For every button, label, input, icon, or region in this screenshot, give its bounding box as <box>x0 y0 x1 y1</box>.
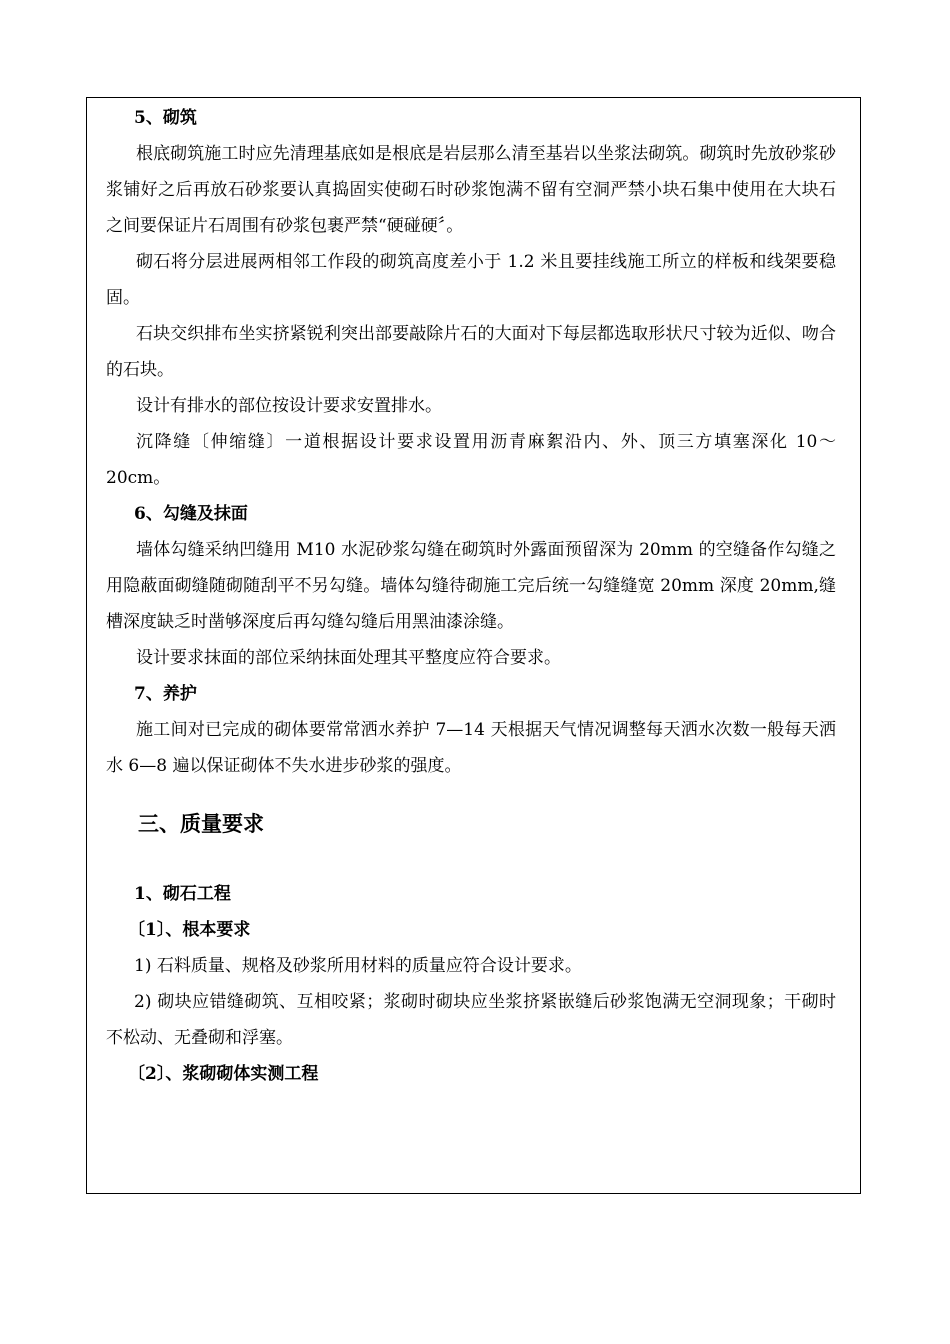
section-6-paragraph: 墙体勾缝采纳凹缝用 M10 水泥砂浆勾缝在砌筑时外露面预留深为 20mm 的空缝备作勾缝之用隐蔽面砌缝随砌随刮平不另勾缝。墙体勾缝待砌施工完后统一勾缝缝宽 20mm 深度 20mm,缝槽深度缺乏时凿够深度后再勾缝勾缝后用黑油漆涂缝。 <box>106 540 836 632</box>
document-content <box>106 100 836 1092</box>
requirement-item: 1) 石料质量、规格及砂浆所用材料的质量应符合设计要求。 <box>134 956 582 976</box>
section-6-paragraph: 设计要求抹面的部位采纳抹面处理其平整度应符合要求。 <box>136 648 561 668</box>
section-5-paragraph: 根底砌筑施工时应先清理基底如是根底是岩层那么清至基岩以坐浆法砌筑。砌筑时先放砂浆砂浆铺好之后再放石砂浆要认真捣固实使砌石时砂浆饱满不留有空洞严禁小块石集中使用在大块石之间要保证片石周围有砂浆包裹严禁“硬碰硬〞。 <box>106 144 836 236</box>
section-5-paragraph: 沉降缝〔伸缩缝〕一道根据设计要求设置用沥青麻絮沿内、外、顶三方填塞深化 10～20cm。 <box>106 432 836 488</box>
section-5-paragraph: 砌石将分层进展两相邻工作段的砌筑高度差小于 1.2 米且要挂线施工所立的样板和线架要稳固。 <box>106 252 836 308</box>
section-7-paragraph: 施工间对已完成的砌体要常常洒水养护 7—14 天根据天气情况调整每天洒水次数一般每天洒水 6—8 遍以保证砌体不失水进步砂浆的强度。 <box>106 720 836 776</box>
measured-items-heading: 〔2〕、浆砌砌体实测工程 <box>128 1064 319 1084</box>
section-5-paragraph: 石块交织排布坐实挤紧锐利突出部要敲除片石的大面对下每层都选取形状尺寸较为近似、吻合的石块。 <box>106 324 836 380</box>
section-5-heading: 5、砌筑 <box>134 108 197 128</box>
basic-requirements-heading: 〔1〕、根本要求 <box>128 920 251 940</box>
section-5-paragraph: 设计有排水的部位按设计要求安置排水。 <box>136 396 442 416</box>
section-6-heading: 6、勾缝及抹面 <box>134 504 248 524</box>
quality-requirements-heading: 三、质量要求 <box>138 811 264 836</box>
masonry-works-heading: 1、砌石工程 <box>134 884 231 904</box>
requirement-item: 2) 砌块应错缝砌筑、互相咬紧；浆砌时砌块应坐浆挤紧嵌缝后砂浆饱满无空洞现象；干砌时不松动、无叠砌和浮塞。 <box>106 992 836 1048</box>
section-7-heading: 7、养护 <box>134 684 197 704</box>
